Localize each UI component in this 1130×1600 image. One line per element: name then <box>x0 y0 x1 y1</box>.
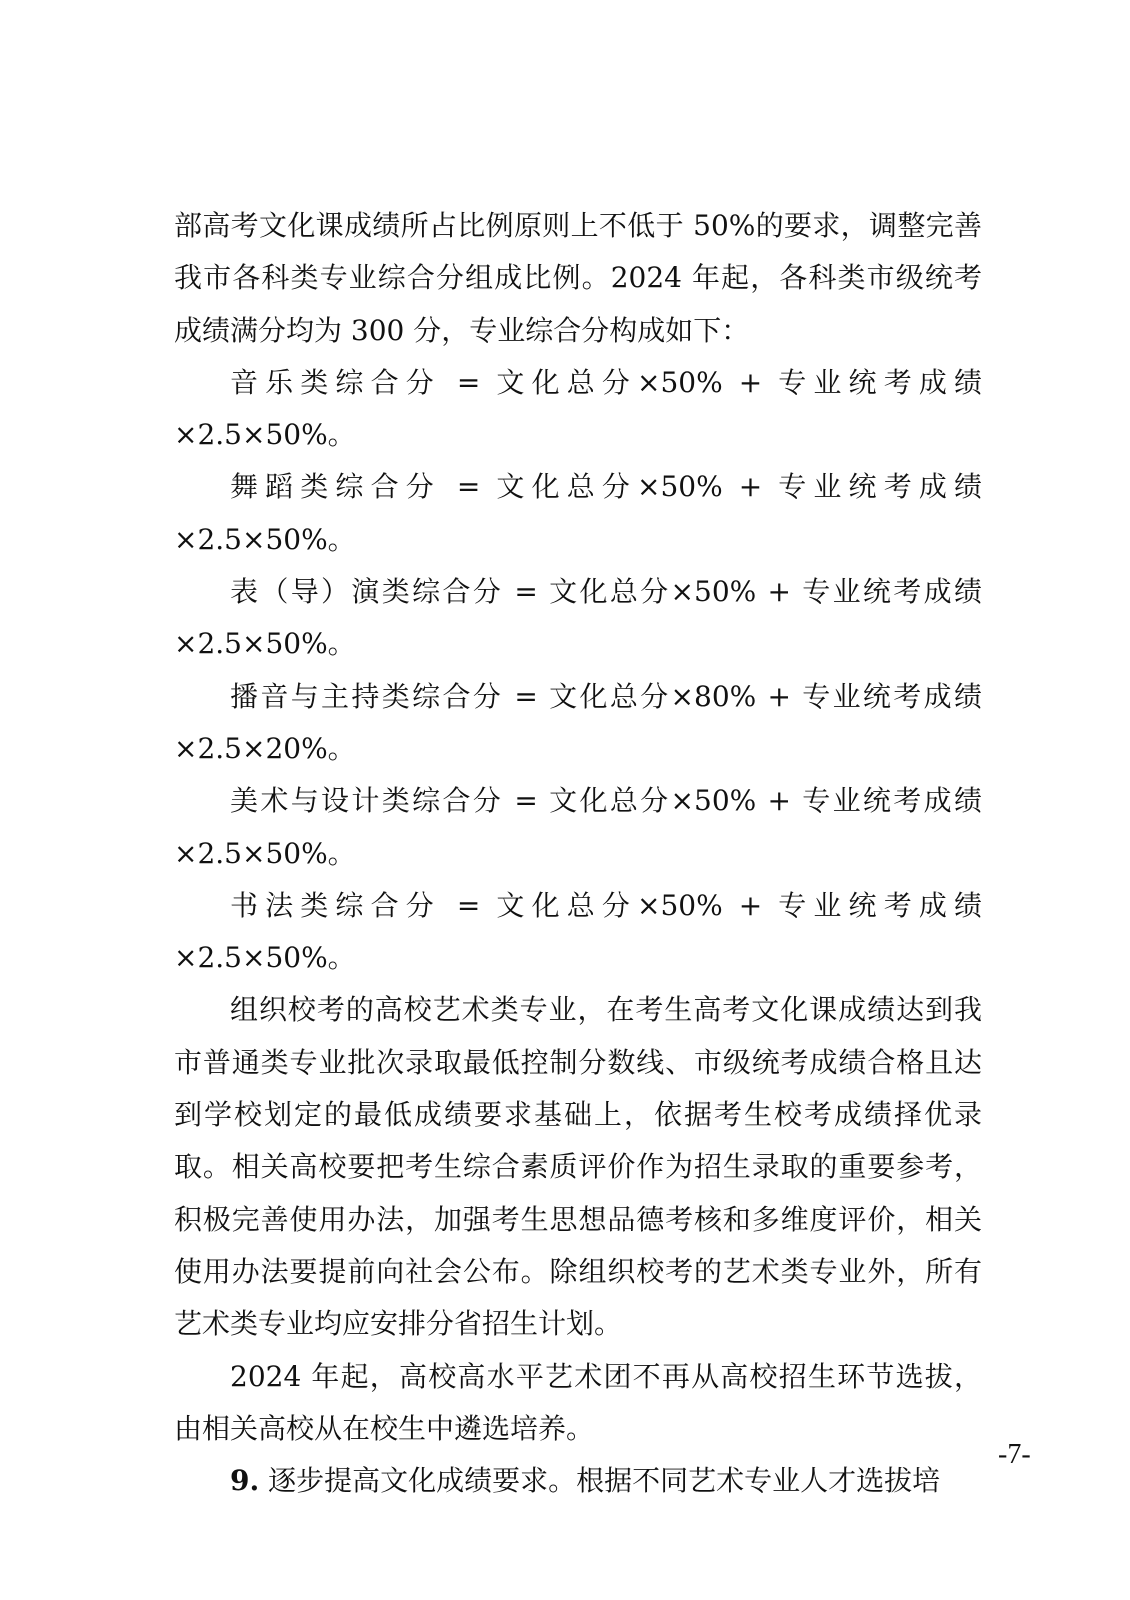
formula-broadcasting: 播音与主持类综合分 = 文化总分×80% + 专业统考成绩×2.5×20%。 <box>174 679 982 765</box>
section-number: 9. <box>230 1464 260 1498</box>
formula-fine-arts: 美术与设计类综合分 = 文化总分×50% + 专业统考成绩×2.5×50%。 <box>174 784 982 870</box>
paragraph-school-exam: 组织校考的高校艺术类专业，在考生高考文化课成绩达到我市普通类专业批次录取最低控制分数线、市级统考成绩合格且达到学校划定的最低成绩要求基础上，依据考生校考成绩择优录取。相关高校要把考生综合素质评价作为招生录取的重要参考，积极完善使用办法，加强考生思想品德考核和多维度评价，相关使用办法要提前向社会公布。除组织校考的艺术类专业外，所有艺术类专业均应安排分省招生计划。 <box>174 993 982 1341</box>
section-item-9 <box>174 1455 982 1507</box>
formula-dance: 舞蹈类综合分 = 文化总分×50% + 专业统考成绩×2.5×50%。 <box>174 470 982 556</box>
document-body <box>174 200 982 1507</box>
formula-music: 音乐类综合分 = 文化总分×50% + 专业统考成绩×2.5×50%。 <box>174 365 982 452</box>
formula-performance: 表（导）演类综合分 = 文化总分×50% + 专业统考成绩×2.5×50%。 <box>174 575 982 661</box>
paragraph-continuation: 部高考文化课成绩所占比例原则上不低于 50%的要求，调整完善我市各科类专业综合分组成比例。2024 年起，各科类市级统考成绩满分均为 300 分，专业综合分构成如下： <box>174 209 982 347</box>
section-text: 逐步提高文化成绩要求。根据不同艺术专业人才选拔培 <box>268 1464 941 1498</box>
page-number: -7- <box>998 1439 1031 1470</box>
formula-calligraphy: 书法类综合分 = 文化总分×50% + 专业统考成绩×2.5×50%。 <box>174 888 982 975</box>
paragraph-art-troupe: 2024 年起，高校高水平艺术团不再从高校招生环节选拔，由相关高校从在校生中遴选培养。 <box>174 1359 982 1445</box>
